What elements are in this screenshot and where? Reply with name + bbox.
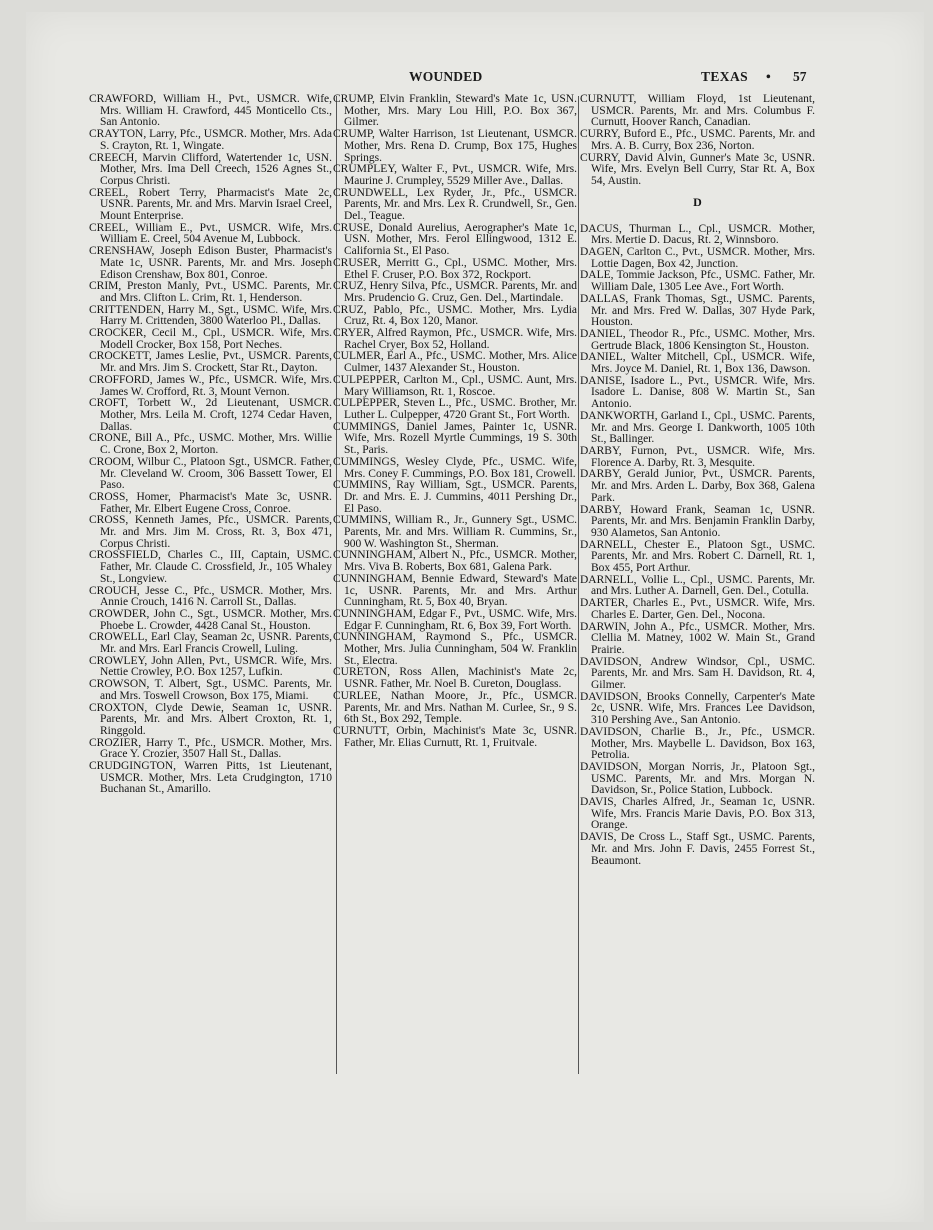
column-2: [333, 94, 577, 1084]
list-entry: CROSSFIELD, Charles C., III, Captain, USMC. Father, Mr. Claude C. Crossfield, Jr., 105 Whaley St., Longview.: [89, 549, 332, 585]
list-entry: CRUZ, Henry Silva, Pfc., USMCR. Parents, Mr. and Mrs. Prudencio G. Cruz, Gen. Del., Martindale.: [333, 280, 577, 304]
list-entry: CURRY, David Alvin, Gunner's Mate 3c, USNR. Wife, Mrs. Evelyn Bell Curry, Star Rt. A, Box 54, Austin.: [580, 151, 815, 187]
state-name: TEXAS: [701, 69, 749, 84]
list-entry: CRAYTON, Larry, Pfc., USMCR. Mother, Mrs. Ada S. Crayton, Rt. 1, Wingate.: [89, 128, 332, 152]
list-entry: CRONE, Bill A., Pfc., USMC. Mother, Mrs. Willie C. Crone, Box 2, Morton.: [89, 432, 332, 457]
list-entry: CRUMP, Walter Harrison, 1st Lieutenant, USMCR. Mother, Mrs. Rena D. Crump, Box 175, Hughes Springs.: [333, 128, 577, 164]
list-entry: CRUMPLEY, Walter F., Pvt., USMCR. Wife, Mrs. Maurine J. Crumpley, 5529 Miller Ave., Dallas.: [333, 163, 577, 187]
list-entry: DALE, Tommie Jackson, Pfc., USMC. Father, Mr. William Dale, 1305 Lee Ave., Fort Worth.: [580, 269, 815, 294]
list-entry: CROCKER, Cecil M., Cpl., USMCR. Wife, Mrs. Modell Crocker, Box 158, Port Neches.: [89, 327, 332, 351]
list-entry: CULMER, Earl A., Pfc., USMC. Mother, Mrs. Alice Culmer, 1437 Alexander St., Houston.: [333, 350, 577, 375]
header-bullet: •: [766, 69, 771, 84]
list-entry: CROFT, Torbett W., 2d Lieutenant, USMCR. Mother, Mrs. Leila M. Croft, 1274 Cedar Haven, Dallas.: [89, 397, 332, 433]
list-entry: CROWLEY, John Allen, Pvt., USMCR. Wife, Mrs. Nettie Crowley, P.O. Box 1257, Lufkin.: [89, 654, 332, 679]
list-entry: CURNUTT, William Floyd, 1st Lieutenant, USMCR. Parents, Mr. and Mrs. Columbus F. Curnutt, Hoover Ranch, Canadian.: [580, 94, 815, 129]
list-entry: CUNNINGHAM, Raymond S., Pfc., USMCR. Mother, Mrs. Julia Cunningham, 504 W. Franklin St., Electra.: [333, 631, 577, 667]
list-entry: CURETON, Ross Allen, Machinist's Mate 2c, USNR. Father, Mr. Noel B. Cureton, Douglass.: [333, 666, 577, 691]
list-entry: DANIEL, Theodor R., Pfc., USMC. Mother, Mrs. Gertrude Black, 1806 Kensington St., Houston.: [580, 327, 815, 352]
list-entry: CROUCH, Jesse C., Pfc., USMCR. Mother, Mrs. Annie Crouch, 1416 N. Carroll St., Dallas.: [89, 584, 332, 609]
list-entry: DACUS, Thurman L., Cpl., USMCR. Mother, Mrs. Mertie D. Dacus, Rt. 2, Winnsboro.: [580, 222, 815, 247]
list-entry: DAVIDSON, Andrew Windsor, Cpl., USMC. Parents, Mr. and Mrs. Sam H. Davidson, Rt. 4, Gilmer.: [580, 655, 815, 692]
column-3: [580, 94, 815, 1084]
list-entry: CROZIER, Harry T., Pfc., USMCR. Mother, Mrs. Grace Y. Crozier, 3507 Hall St., Dallas.: [89, 736, 332, 761]
list-entry: CUMMINGS, Daniel James, Painter 1c, USNR. Wife, Mrs. Rozell Myrtle Cummings, 19 S. 30th St., Paris.: [333, 420, 577, 457]
list-entry: CUMMINS, Ray William, Sgt., USMCR. Parents, Dr. and Mrs. E. J. Cummins, 4011 Pershing Dr., El Paso.: [333, 479, 577, 515]
list-entry: CUMMINGS, Wesley Clyde, Pfc., USMC. Wife, Mrs. Coney F. Cummings, P.O. Box 181, Crowell.: [333, 455, 577, 480]
list-entry: CROOM, Wilbur C., Platoon Sgt., USMCR. Father, Mr. Cleveland W. Croom, 306 Bassett Tower, El Paso.: [89, 455, 332, 492]
list-entry: CROWDER, John C., Sgt., USMCR. Mother, Mrs. Phoebe L. Crowder, 4428 Canal St., Houston.: [89, 607, 332, 632]
list-entry: DARWIN, John A., Pfc., USMCR. Mother, Mrs. Clellia M. Matney, 1002 W. Main St., Grand Prairie.: [580, 620, 815, 656]
list-entry: CRITTENDEN, Harry M., Sgt., USMC. Wife, Mrs. Harry M. Crittenden, 3800 Waterloo Pl., Dallas.: [89, 303, 332, 328]
list-entry: CROSS, Kenneth James, Pfc., USMCR. Parents, Mr. and Mrs. Jim M. Cross, Rt. 3, Box 471, Corpus Christi.: [89, 514, 332, 550]
list-entry: DANIEL, Walter Mitchell, Cpl., USMCR. Wife, Mrs. Joyce M. Daniel, Rt. 1, Box 136, Dawson.: [580, 351, 815, 376]
list-entry: CURNUTT, Orbin, Machinist's Mate 3c, USNR. Father, Mr. Elias Curnutt, Rt. 1, Fruitvale.: [333, 724, 577, 749]
list-entry: DAVIS, Charles Alfred, Jr., Seaman 1c, USNR. Wife, Mrs. Francis Marie Davis, P.O. Box 313, Orange.: [580, 796, 815, 832]
list-entry: CRYER, Alfred Raymon, Pfc., USMCR. Wife, Mrs. Rachel Cryer, Box 52, Holland.: [333, 327, 577, 351]
list-entry: DARNELL, Chester E., Platoon Sgt., USMC. Parents, Mr. and Mrs. Robert C. Darnell, Rt. 1, Box 455, Port Arthur.: [580, 538, 815, 575]
list-entry: DARBY, Furnon, Pvt., USMCR. Wife, Mrs. Florence A. Darby, Rt. 3, Mesquite.: [580, 444, 815, 469]
list-entry: DANKWORTH, Garland I., Cpl., USMC. Parents, Mr. and Mrs. George I. Dankworth, 1005 10th St., Ballinger.: [580, 409, 815, 446]
list-entry: CURRY, Buford E., Pfc., USMC. Parents, Mr. and Mrs. A. B. Curry, Box 236, Norton.: [580, 128, 815, 152]
page-title: WOUNDED: [409, 69, 483, 84]
list-entry: CROCKETT, James Leslie, Pvt., USMCR. Parents, Mr. and Mrs. Jim S. Crockett, Star Rt., Dayton.: [89, 350, 332, 375]
list-entry: CREEL, William E., Pvt., USMCR. Wife, Mrs. William E. Creel, 504 Avenue M, Lubbock.: [89, 221, 332, 246]
list-entry: DARBY, Howard Frank, Seaman 1c, USNR. Parents, Mr. and Mrs. Benjamin Franklin Darby, 930 Alametos, San Antonio.: [580, 503, 815, 539]
list-entry: CRUMP, Elvin Franklin, Steward's Mate 1c, USN. Mother, Mrs. Mary Lou Hill, P.O. Box 367, Gilmer.: [333, 94, 577, 129]
list-entry: CRUSER, Merritt G., Cpl., USMC. Mother, Mrs. Ethel F. Cruser, P.O. Box 372, Rockport.: [333, 256, 577, 281]
list-entry: DALLAS, Frank Thomas, Sgt., USMC. Parents, Mr. and Mrs. Fred W. Dallas, 307 Hyde Park, Houston.: [580, 292, 815, 329]
list-entry: CRIM, Preston Manly, Pvt., USMC. Parents, Mr. and Mrs. Clifton L. Crim, Rt. 1, Henderson.: [89, 280, 332, 304]
list-entry: CUNNINGHAM, Edgar F., Pvt., USMC. Wife, Mrs. Edgar F. Cunningham, Rt. 6, Box 39, Fort Worth.: [333, 607, 577, 632]
list-entry: CREECH, Marvin Clifford, Watertender 1c, USN. Mother, Mrs. Ima Dell Creech, 1526 Agnes St., Corpus Christi.: [89, 151, 332, 187]
list-entry: CROFFORD, James W., Pfc., USMCR. Wife, Mrs. James W. Crofford, Rt. 3, Mount Vernon.: [89, 373, 332, 398]
list-entry: CRUZ, Pablo, Pfc., USMC. Mother, Mrs. Lydia Cruz, Rt. 4, Box 120, Manor.: [333, 303, 577, 328]
list-entry: CRUNDWELL, Lex Ryder, Jr., Pfc., USMCR. Parents, Mr. and Mrs. Lex R. Crundwell, Sr., Gen. Del., Teague.: [333, 186, 577, 223]
section-letter: D: [693, 194, 702, 209]
column-1: [89, 94, 332, 1084]
list-entry: CURLEE, Nathan Moore, Jr., Pfc., USMCR. Parents, Mr. and Mrs. Nathan M. Curlee, Sr., 9 S. 6th St., Box 292, Temple.: [333, 689, 577, 726]
list-entry: DAVIS, De Cross L., Staff Sgt., USMC. Parents, Mr. and Mrs. John F. Davis, 2455 Forrest St., Beaumont.: [580, 831, 815, 867]
list-entry: DAVIDSON, Charlie B., Jr., Pfc., USMCR. Mother, Mrs. Maybelle L. Davidson, Box 163, Petrolia.: [580, 725, 815, 762]
list-entry: CUNNINGHAM, Bennie Edward, Steward's Mate 1c, USNR. Parents, Mr. and Mrs. Arthur Cunningham, Rt. 5, Box 40, Bryan.: [333, 572, 577, 609]
list-entry: CUMMINS, William R., Jr., Gunnery Sgt., USMC. Parents, Mr. and Mrs. William R. Cummins, Sr., 900 W. Washington St., Sherman.: [333, 514, 577, 550]
list-entry: CRAWFORD, William H., Pvt., USMCR. Wife, Mrs. William H. Crawford, 445 Monticello Cts., San Antonio.: [89, 94, 332, 129]
list-entry: DAGEN, Carlton C., Pvt., USMCR. Mother, Mrs. Lottie Dagen, Box 42, Junction.: [580, 246, 815, 270]
list-entry: CULPEPPER, Steven L., Pfc., USMC. Brother, Mr. Luther L. Culpepper, 4720 Grant St., Fort Worth.: [333, 397, 577, 421]
list-entry: DARTER, Charles E., Pvt., USMCR. Wife, Mrs. Charles E. Darter, Gen. Del., Nocona.: [580, 597, 815, 621]
page-number: 57: [793, 69, 807, 84]
column-divider: [578, 96, 579, 1074]
list-entry: CRENSHAW, Joseph Edison Buster, Pharmacist's Mate 1c, USNR. Parents, Mr. and Mrs. Joseph Edison Crenshaw, Box 801, Conroe.: [89, 245, 332, 281]
list-entry: DAVIDSON, Brooks Connelly, Carpenter's Mate 2c, USNR. Wife, Mrs. Frances Lee Davidson, 310 Pershing Ave., San Antonio.: [580, 690, 815, 727]
list-entry: CUNNINGHAM, Albert N., Pfc., USMCR. Mother, Mrs. Viva B. Roberts, Box 681, Galena Park.: [333, 549, 577, 574]
list-entry: DAVIDSON, Morgan Norris, Jr., Platoon Sgt., USMC. Parents, Mr. and Mrs. Morgan N. Davidson, Sr., Police Station, Lubbock.: [580, 760, 815, 797]
list-entry: DARBY, Gerald Junior, Pvt., USMCR. Parents, Mr. and Mrs. Arden L. Darby, Box 368, Galena Park.: [580, 468, 815, 504]
list-entry: DARNELL, Vollie L., Cpl., USMC. Parents, Mr. and Mrs. Luther A. Darnell, Gen. Del., Cotulla.: [580, 573, 815, 598]
list-entry: CRUSE, Donald Aurelius, Aerographer's Mate 1c, USN. Mother, Mrs. Ferol Ellingwood, 1312 E. California St., El Paso.: [333, 221, 577, 258]
list-entry: CROWSON, T. Albert, Sgt., USMC. Parents, Mr. and Mrs. Toswell Crowson, Box 175, Miami.: [89, 678, 332, 702]
list-entry: CROWELL, Earl Clay, Seaman 2c, USNR. Parents, Mr. and Mrs. Earl Francis Crowell, Luling.: [89, 631, 332, 656]
page-header: [0, 69, 933, 85]
list-entry: CRUDGINGTON, Warren Pitts, 1st Lieutenant, USMCR. Mother, Mrs. Leta Crudgington, 1710 Buchanan St., Amarillo.: [89, 760, 332, 796]
list-entry: CREEL, Robert Terry, Pharmacist's Mate 2c, USNR. Parents, Mr. and Mrs. Marvin Israel Creel, Mount Enterprise.: [89, 186, 332, 223]
list-entry: CROXTON, Clyde Dewie, Seaman 1c, USNR. Parents, Mr. and Mrs. Albert Croxton, Rt. 1, Ringgold.: [89, 701, 332, 737]
list-entry: CULPEPPER, Carlton M., Cpl., USMC. Aunt, Mrs. Mary Williamson, Rt. 1, Roscoe.: [333, 373, 577, 398]
list-entry: CROSS, Homer, Pharmacist's Mate 3c, USNR. Father, Mr. Elbert Eugene Cross, Conroe.: [89, 490, 332, 515]
list-entry: DANISE, Isadore L., Pvt., USMCR. Wife, Mrs. Isadore L. Danise, 808 W. Martin St., San Antonio.: [580, 374, 815, 411]
